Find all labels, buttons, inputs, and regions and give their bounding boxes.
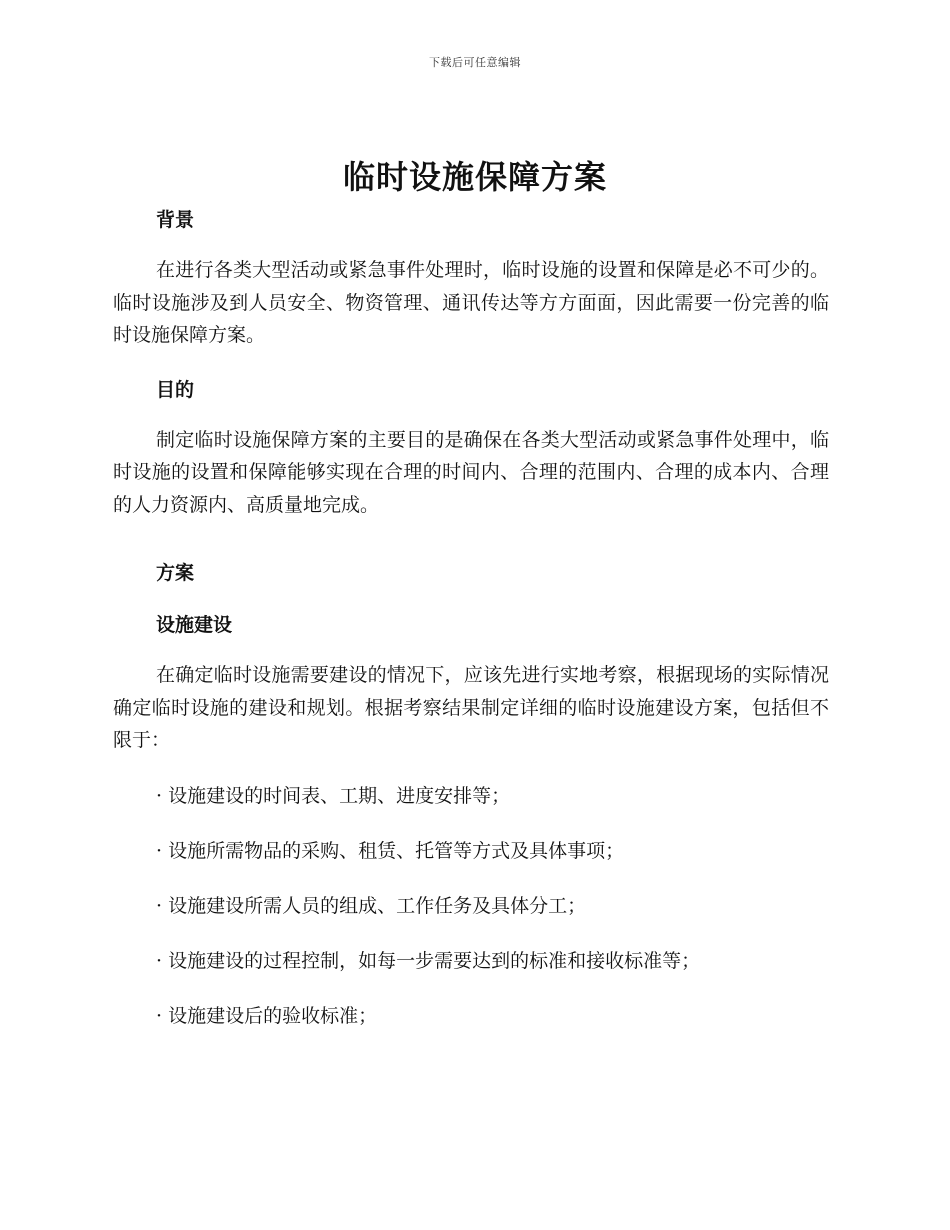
list-item: · 设施建设的时间表、工期、进度安排等； — [156, 784, 511, 807]
header-note: 下载后可任意编辑 — [429, 56, 521, 69]
document-title: 临时设施保障方案 — [342, 158, 607, 196]
list-item: · 设施建设的过程控制，如每一步需要达到的标准和接收标准等； — [156, 949, 701, 972]
list-item: · 设施所需物品的采购、租赁、托管等方式及具体事项； — [156, 839, 625, 862]
section-heading-purpose: 目的 — [156, 378, 195, 401]
paragraph-background: 在进行各类大型活动或紧急事件处理时，临时设施的设置和保障是必不可少的。临时设施涉及到人员安全、物资管理、通讯传达等方方面面，因此需要一份完善的临时设施保障方案。 — [113, 259, 829, 346]
section-heading-background: 背景 — [156, 209, 195, 231]
paragraph-purpose: 制定临时设施保障方案的主要目的是确保在各类大型活动或紧急事件处理中，临时设施的设置和保障能够实现在合理的时间内、合理的范围内、合理的成本内、合理的人力资源内、高质量地完成。 — [113, 428, 829, 516]
list-item: · 设施建设所需人员的组成、工作任务及具体分工； — [156, 894, 587, 917]
document-body — [113, 202, 829, 1032]
section-heading-plan: 方案 — [156, 562, 195, 584]
list-item: · 设施建设后的验收标准； — [156, 1004, 378, 1027]
paragraph-facility-construction: 在确定临时设施需要建设的情况下，应该先进行实地考察，根据现场的实际情况确定临时设施的建设和规划。根据考察结果制定详细的临时设施建设方案，包括但不限于： — [113, 664, 829, 751]
subsection-heading-facility-construction: 设施建设 — [156, 614, 233, 636]
